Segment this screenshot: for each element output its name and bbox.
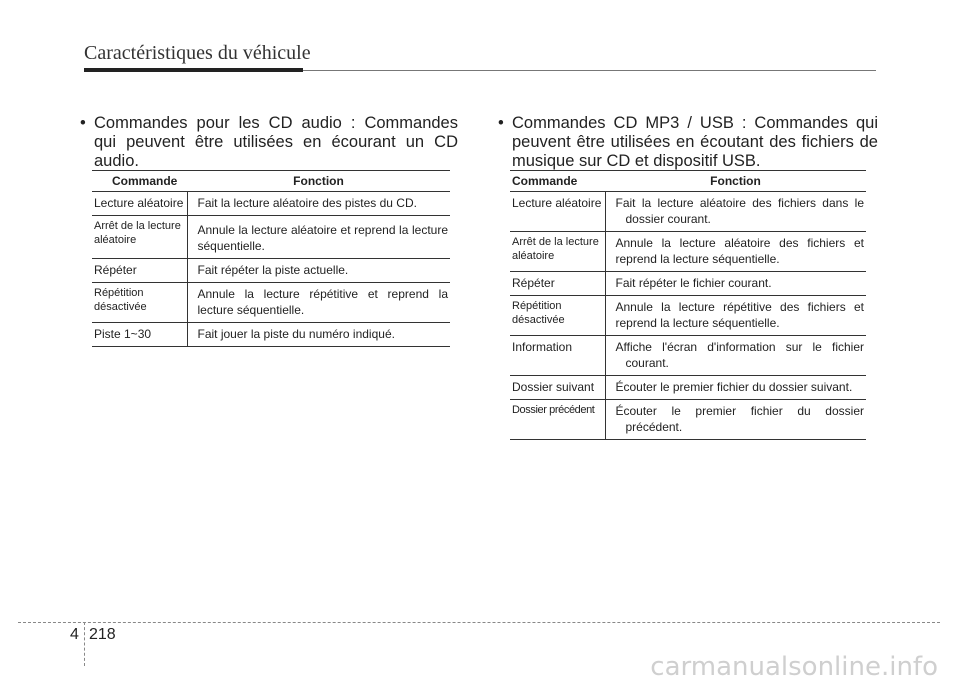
- command-cell: [510, 296, 605, 336]
- table-row: [92, 323, 450, 347]
- function-text: Écouter le premier fichier du dossier précédent.: [615, 404, 864, 434]
- table-row: [510, 296, 866, 336]
- table-row: [510, 192, 866, 232]
- mp3-usb-intro-text: Commandes CD MP3 / USB : Commandes qui peuvent être utilisées en écoutant des fichiers de musique sur CD et dispositif USB.: [512, 114, 878, 170]
- table-row: [92, 192, 450, 216]
- function-cell: Fait jouer la piste du numéro indiqué.: [187, 323, 450, 347]
- command-cell: Dossier suivant: [510, 376, 605, 400]
- column-header-command: Commande: [92, 171, 187, 192]
- function-cell: [605, 400, 866, 440]
- command-text: Dossier précédent: [512, 404, 595, 416]
- command-cell: [510, 400, 605, 440]
- command-text: Arrêt de la lecture aléatoire: [94, 220, 181, 246]
- mp3-usb-intro: [498, 114, 878, 171]
- function-cell: [605, 336, 866, 376]
- table-row: [510, 232, 866, 272]
- command-text: Répétition désactivée: [512, 300, 565, 326]
- table-row: [92, 259, 450, 283]
- footer-rule: [18, 622, 940, 623]
- table-header-row: [92, 171, 450, 192]
- cd-audio-intro-text: Commandes pour les CD audio : Commandes qui peuvent être utilisées en écourant un CD audio.: [94, 114, 458, 170]
- cd-audio-commands-table: [92, 170, 450, 347]
- header-rule-bold: [84, 68, 303, 72]
- cd-audio-intro: [80, 114, 458, 171]
- command-cell: Lecture aléatoire: [92, 192, 187, 216]
- command-cell: [92, 216, 187, 259]
- header-rule-thin: [303, 70, 876, 71]
- watermark-logo: carmanualsonline.info: [650, 652, 938, 682]
- function-cell: Écouter le premier fichier du dossier suivant.: [605, 376, 866, 400]
- command-cell: Répéter: [92, 259, 187, 283]
- table-header-row: [510, 171, 866, 192]
- page-number: 218: [89, 626, 116, 643]
- function-cell: Annule la lecture aléatoire des fichiers et reprend la lecture séquentielle.: [605, 232, 866, 272]
- mp3-usb-commands-table: [510, 170, 866, 440]
- column-header-function: Fonction: [187, 171, 450, 192]
- function-cell: Fait répéter la piste actuelle.: [187, 259, 450, 283]
- table-row: [510, 336, 866, 376]
- command-cell: [510, 232, 605, 272]
- table-row: [92, 216, 450, 259]
- footer-divider: [84, 622, 85, 666]
- table-row: [510, 272, 866, 296]
- function-cell: Fait la lecture aléatoire des pistes du CD.: [187, 192, 450, 216]
- command-cell: Répéter: [510, 272, 605, 296]
- column-header-function: Fonction: [605, 171, 866, 192]
- section-title: Caractéristiques du véhicule: [84, 42, 311, 64]
- bullet-icon: •: [498, 114, 504, 132]
- function-cell: Annule la lecture aléatoire et reprend la lecture séquentielle.: [187, 216, 450, 259]
- command-cell: [92, 283, 187, 323]
- command-cell: Information: [510, 336, 605, 376]
- column-header-command: Commande: [510, 171, 605, 192]
- function-text: Fait la lecture aléatoire des fichiers dans le dossier courant.: [615, 196, 864, 226]
- chapter-number: 4: [70, 626, 79, 643]
- function-cell: Fait répéter le fichier courant.: [605, 272, 866, 296]
- function-cell: Annule la lecture répétitive et reprend la lecture séquentielle.: [187, 283, 450, 323]
- function-cell: [605, 192, 866, 232]
- function-cell: Annule la lecture répétitive des fichiers et reprend la lecture séquentielle.: [605, 296, 866, 336]
- command-cell: Lecture aléatoire: [510, 192, 605, 232]
- table-row: [510, 400, 866, 440]
- function-text: Affiche l'écran d'information sur le fichier courant.: [615, 340, 864, 370]
- table-row: [92, 283, 450, 323]
- command-cell: Piste 1~30: [92, 323, 187, 347]
- table-row: [510, 376, 866, 400]
- bullet-icon: •: [80, 114, 86, 132]
- command-text: Arrêt de la lecture aléatoire: [512, 236, 599, 262]
- command-text: Répétition désactivée: [94, 287, 147, 313]
